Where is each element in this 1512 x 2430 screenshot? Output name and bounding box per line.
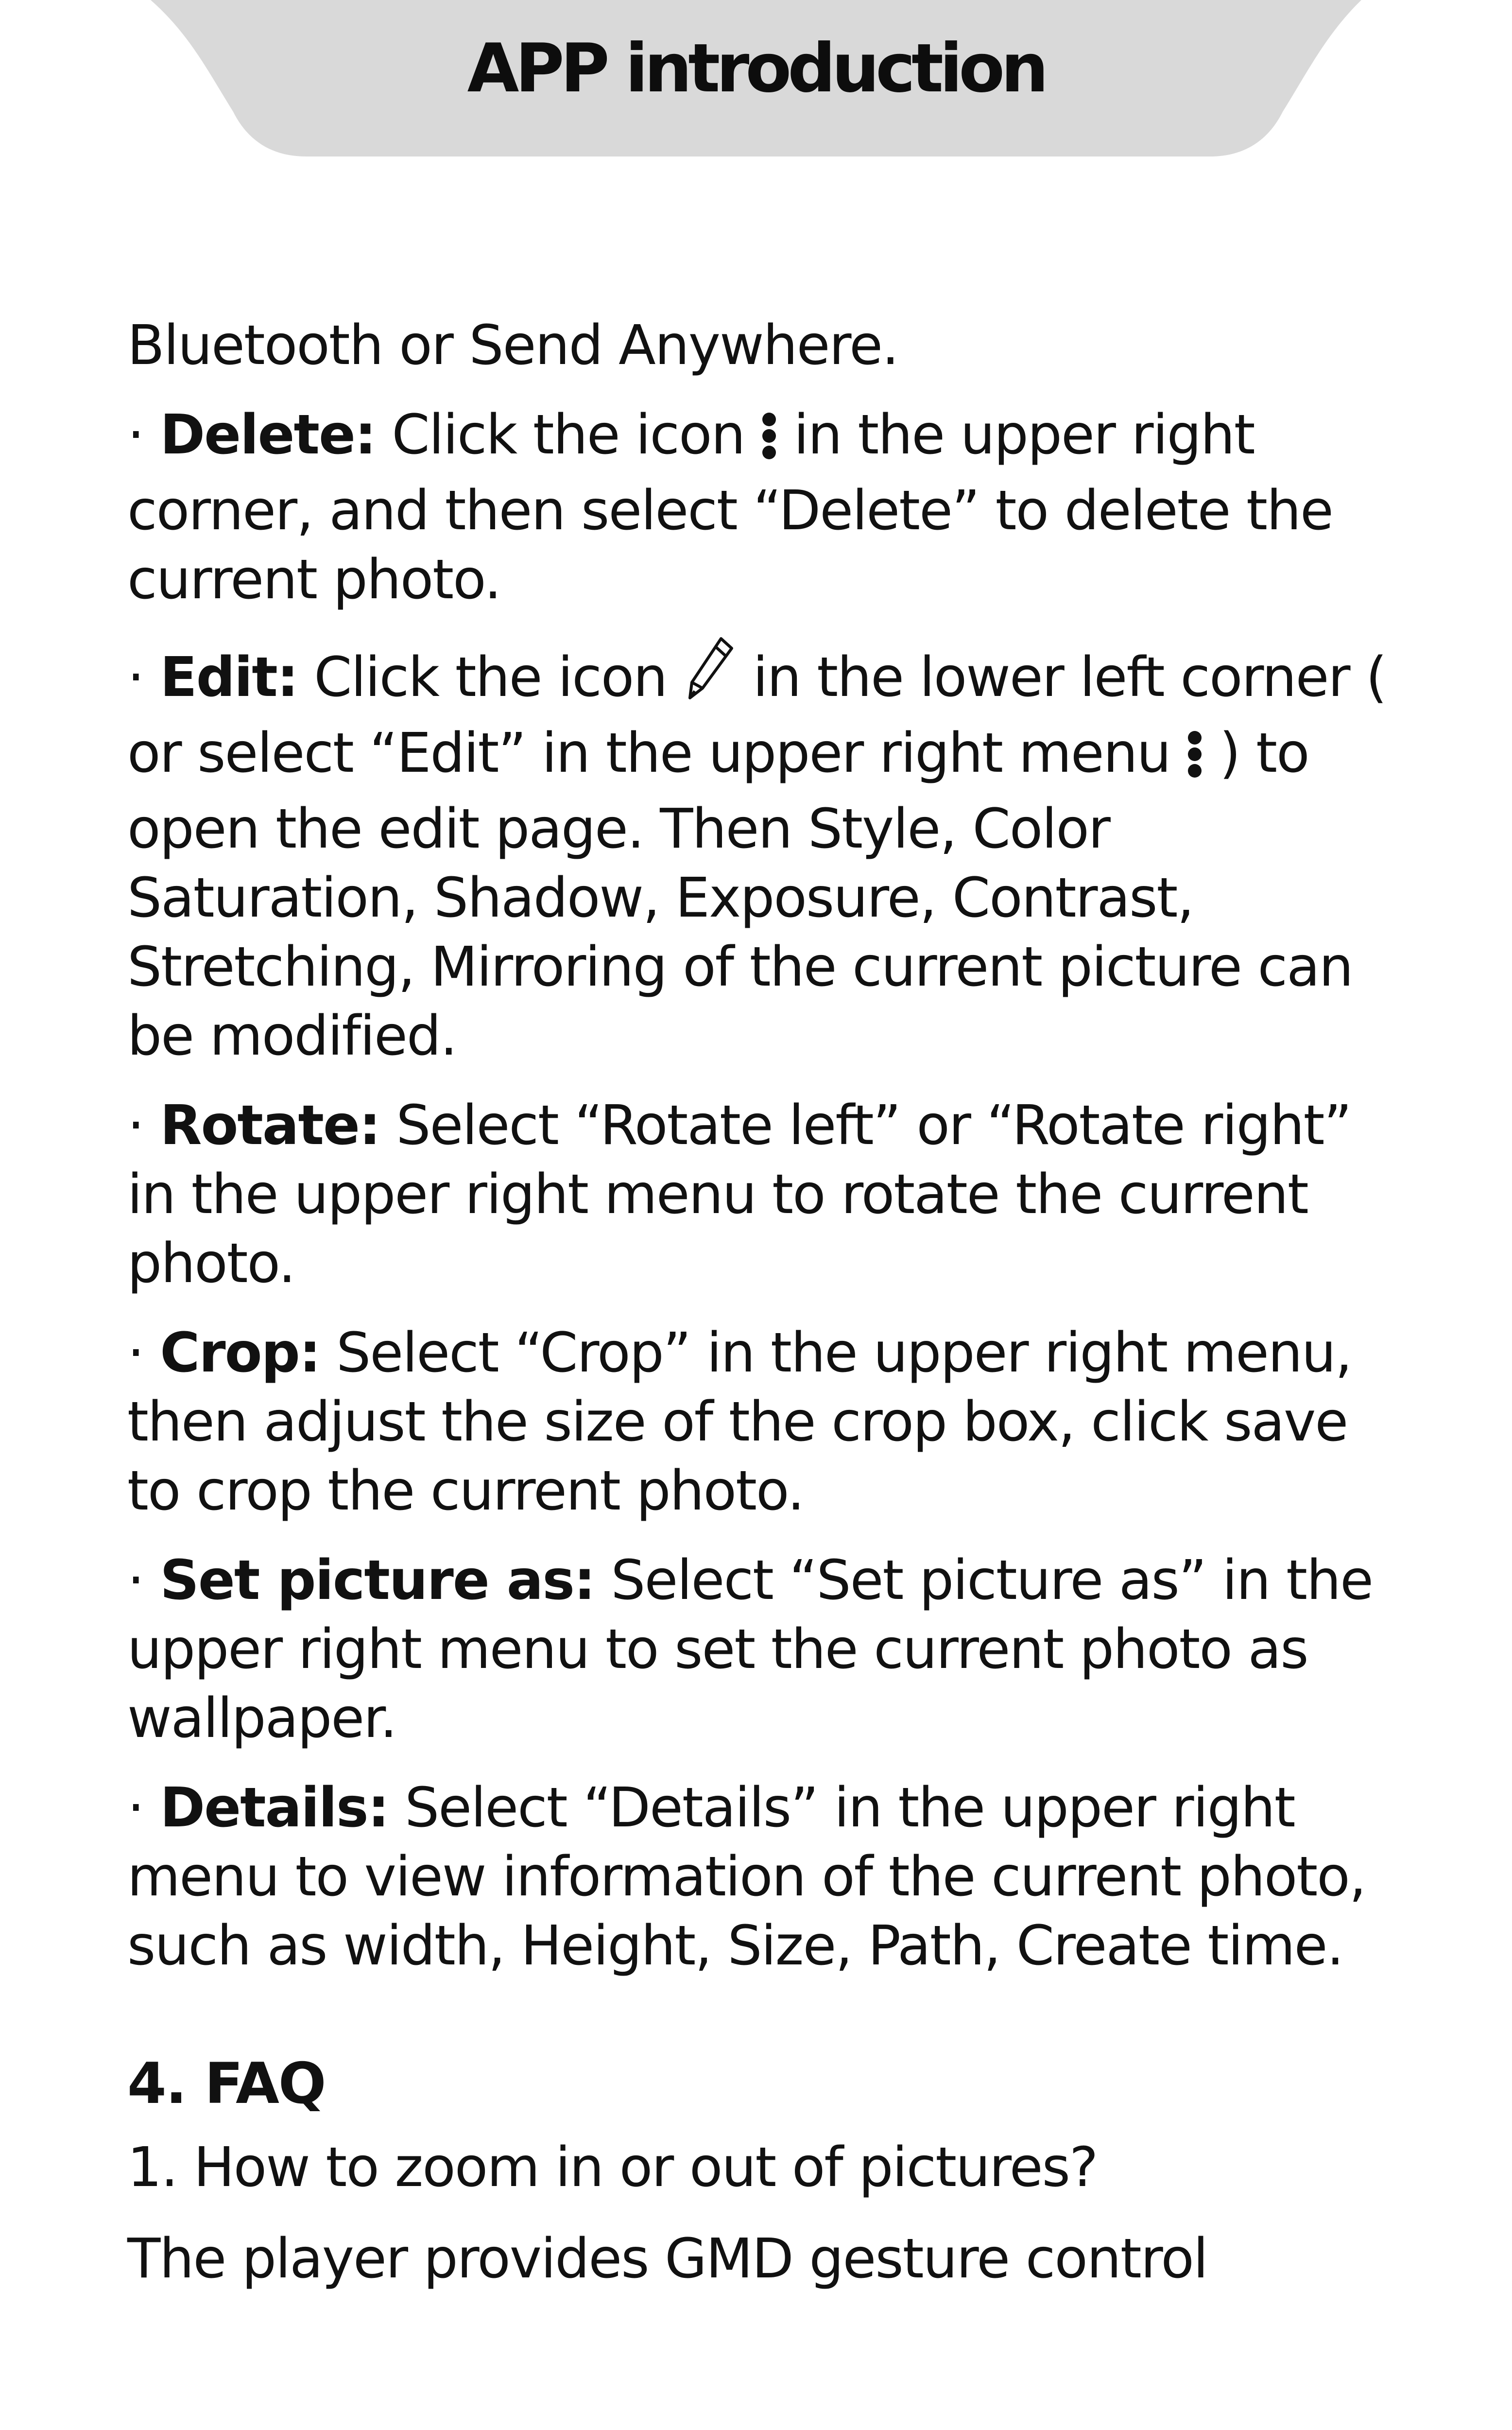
bullet-text: Click the icon [375,403,761,467]
bullet-term: Edit: [160,646,298,709]
faq-answer: The player provides GMD gesture control [127,2227,1207,2291]
bullet-marker: · [127,1321,160,1385]
bullet-term: Set picture as: [160,1549,595,1612]
more-vert-icon [1186,726,1203,795]
bullet-edit [127,635,1400,1071]
bullet-text: Click the icon [297,646,683,709]
bullet-text: Select “Details” in the upper right menu to view information of the current photo, such as width, Height, Size, Path, Create time. [127,1776,1366,1978]
bullet-text: in the lower left corner ( or select “Edit” in the upper right menu [127,646,1386,785]
bullet-details [127,1773,1400,1980]
bullet-term: Crop: [160,1321,320,1385]
manual-text [127,311,1400,2314]
bullet-term: Delete: [160,403,376,467]
bullet-text: Select “Rotate left” or “Rotate right” in the upper right menu to rotate the current photo. [127,1094,1351,1295]
bullet-marker: · [127,646,160,709]
faq-question: 1. How to zoom in or out of pictures? [127,2136,1098,2199]
bullet-marker: · [127,1549,160,1612]
bullet-text: Select “Crop” in the upper right menu, then adjust the size of the crop box, click save to crop the current photo. [127,1321,1352,1523]
bullet-rotate [127,1091,1400,1298]
bullet-text: Select “Set picture as” in the upper right menu to set the current photo as wallpaper. [127,1549,1373,1750]
bullet-text: ) to open the edit page. Then Style, Color Saturation, Shadow, Exposure, Contrast, Stretching, Mirroring of the current picture can be modified. [127,722,1353,1068]
page-title: APP introduction [467,29,1045,107]
intro-line: Bluetooth or Send Anywhere. [127,314,898,377]
bullet-crop [127,1319,1400,1526]
bullet-set-picture-as [127,1546,1400,1753]
more-vert-icon [761,407,777,476]
bullet-marker: · [127,1776,160,1840]
bullet-text: in the upper right corner, and then select “Delete” to delete the current photo. [127,403,1333,611]
faq-heading: 4. FAQ [127,2051,326,2117]
pencil-icon [683,635,737,719]
header-tab [151,0,1361,156]
bullet-delete [127,400,1400,614]
bullet-term: Rotate: [160,1094,380,1157]
bullet-marker: · [127,403,160,467]
bullet-marker: · [127,1094,160,1157]
bullet-term: Details: [160,1776,389,1840]
